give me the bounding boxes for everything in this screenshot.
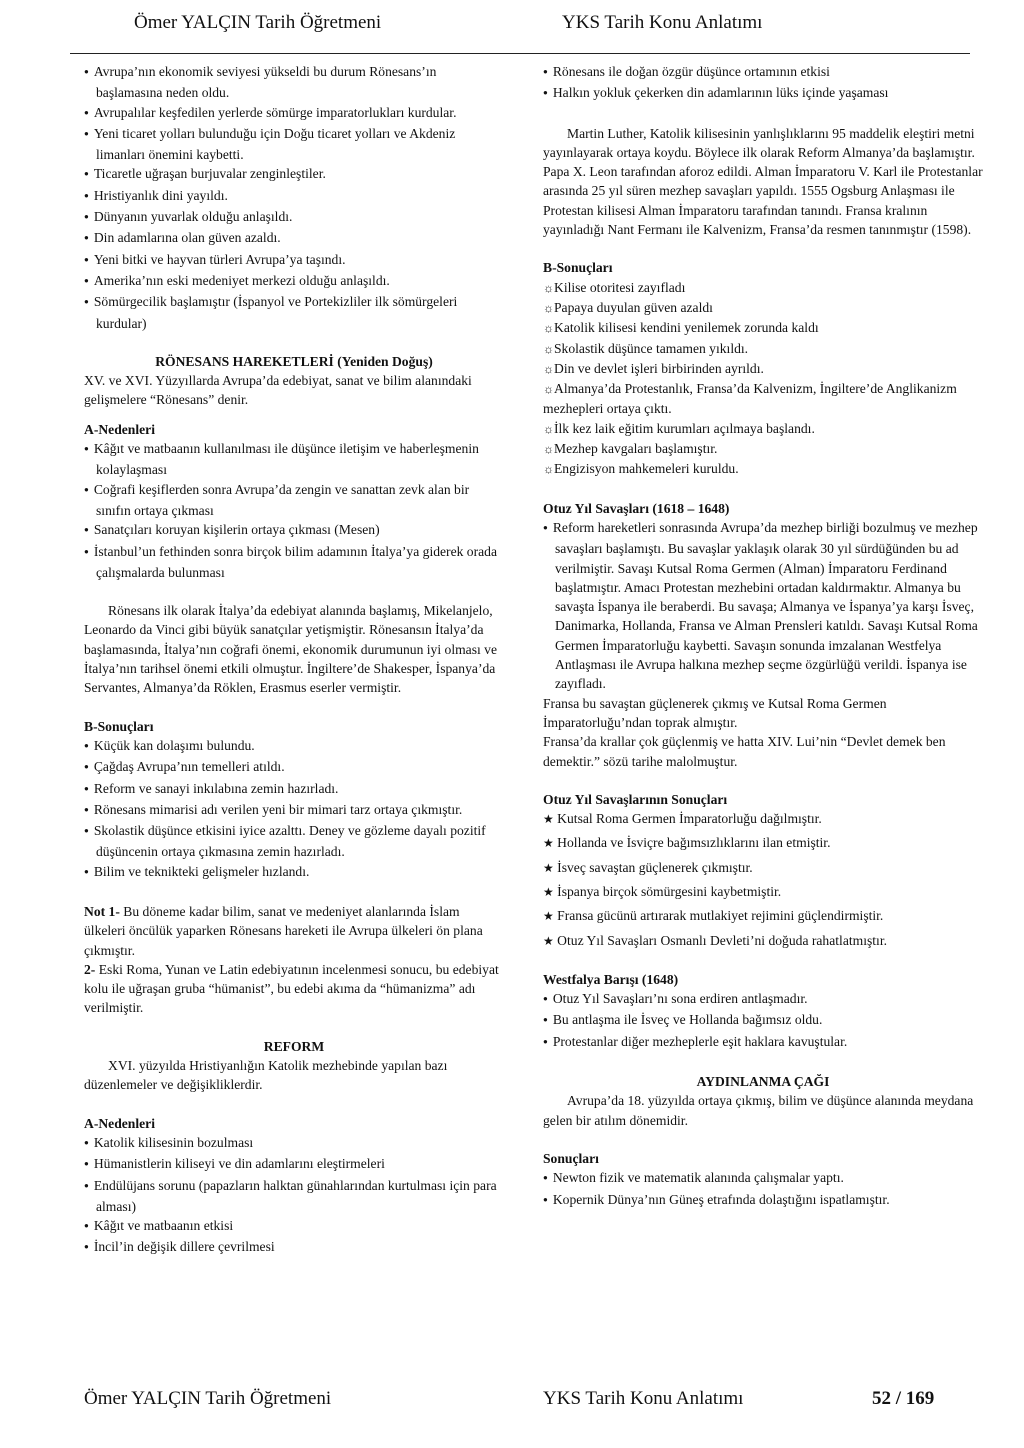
thirty-years-war-results-title: Otuz Yıl Savaşlarının Sonuçları xyxy=(543,791,728,807)
star-icon: ★ xyxy=(543,909,554,924)
list-item: ● Rönesans mimarisi adı verilen yeni bir mimari tarz ortaya çıkmıştır. xyxy=(84,800,504,821)
list-item: ● Halkın yokluk çekerken din adamlarının lüks içinde yaşaması xyxy=(543,83,983,104)
reform-intro: XVI. yüzyılda Hristiyanlığın Katolik mezhebinde yapılan bazı düzenlemeler ve değişikliklerdir. xyxy=(84,1058,448,1093)
note-2-label: 2- xyxy=(84,961,96,977)
list-item: ● Hümanistlerin kiliseyi ve din adamlarını eleştirmeleri xyxy=(84,1154,504,1175)
list-item: ● Reform ve sanayi inkılabına zemin hazırladı. xyxy=(84,779,504,800)
list-item: ★ Otuz Yıl Savaşları Osmanlı Devleti’ni doğuda rahatlatmıştır. xyxy=(543,932,887,948)
header-course: YKS Tarih Konu Anlatımı xyxy=(562,12,763,33)
list-item: ☼Skolastik düşünce tamamen yıkıldı. xyxy=(543,340,749,356)
sun-icon: ☼ xyxy=(543,421,554,436)
ronesans-paragraph: Rönesans ilk olarak İtalya’da edebiyat alanında başlamış, Mikelanjelo, Leonardo da Vinci gibi büyük sanatçılar yetişmiştir. Rönesansın İtalya’da başlamasında, İtalya’nın coğrafi önemi, ekonomik durumunun iyi olması ve İtalya’nın tarihsel önemi etkili olmuştur. İngiltere’de Shakesper, İspanya’da Servantes, Almanya’da Röklen, Erasmus eserler vermiştir. xyxy=(84,603,498,696)
list-item: ● Dünyanın yuvarlak olduğu anlaşıldı. xyxy=(84,207,504,228)
list-item: ● İncil’in değişik dillere çevrilmesi xyxy=(84,1237,504,1258)
list-item: ☼Katolik kilisesi kendini yenilemek zorunda kaldı xyxy=(543,320,819,336)
list-item: ● Kopernik Dünya’nın Güneş etrafında dolaştığını ispatlamıştır. xyxy=(543,1190,983,1211)
list-item: ☼Mezhep kavgaları başlamıştır. xyxy=(543,441,718,457)
star-icon: ★ xyxy=(543,884,554,899)
list-item: ★ Kutsal Roma Germen İmparatorluğu dağılmıştır. xyxy=(543,811,822,827)
reform-results-title: B-Sonuçları xyxy=(543,260,613,276)
list-item: ● Yeni bitki ve hayvan türleri Avrupa’ya taşındı. xyxy=(84,250,504,271)
list-item: ● Din adamlarına olan güven azaldı. xyxy=(84,228,504,249)
list-item: ● Endülüjans sorunu (papazların halktan günahlarından kurtulması için para alması) xyxy=(84,1176,504,1217)
sun-icon: ☼ xyxy=(543,462,554,477)
sun-icon: ☼ xyxy=(543,442,554,457)
list-item: ● İstanbul’un fethinden sonra birçok bilim adamının İtalya’ya giderek orada çalışmalarda bulunması xyxy=(84,542,504,583)
thirty-years-war-title: Otuz Yıl Savaşları (1618 – 1648) xyxy=(543,500,730,516)
note-1 xyxy=(84,902,504,960)
star-icon: ★ xyxy=(543,812,554,827)
note-2-text: Eski Roma, Yunan ve Latin edebiyatının incelenmesi sonucu, bu edebiyat kolu ile uğraşan gruba “hümanist”, bu edebi akıma da “hümanizma” adı verilmiştir. xyxy=(84,961,499,1016)
header-rule xyxy=(70,53,970,54)
list-item: ● Avrupalılar keşfedilen yerlerde sömürge imparatorlukları kurdular. xyxy=(84,103,504,124)
list-item: ☼Engizisyon mahkemeleri kuruldu. xyxy=(543,461,739,477)
list-item: ● Avrupa’nın ekonomik seviyesi yükseldi bu durum Rönesans’ın başlamasına neden oldu. xyxy=(84,62,504,103)
list-item: ● Rönesans ile doğan özgür düşünce ortamının etkisi xyxy=(543,62,983,83)
list-item: ☼Almanya’da Protestanlık, Fransa’da Kalvenizm, İngiltere’de Anglikanizm mezhepleri ortaya çıktı. xyxy=(543,381,957,417)
left-column xyxy=(84,62,504,1259)
footer-author: Ömer YALÇIN Tarih Öğretmeni xyxy=(84,1388,332,1409)
list-item: ● Bilim ve teknikteki gelişmeler hızlandı. xyxy=(84,862,504,883)
sun-icon: ☼ xyxy=(543,361,554,376)
thirty-years-war-text: ● Reform hareketleri sonrasında Avrupa’da mezhep birliği bozulmuş ve mezhep savaşları başlamıştı. Bu savaşlar yaklaşık olarak 30 yıl sürdüğünden bu ad verilmiştir. Savaşı Kutsal Roma Germen (Alman) İmparatoru Ferdinand başlatmıştır. Amacı Protestan mezhebini ortadan kaldırmaktır. Almanya bu savaşta İspanya ile beraberdi. Bu savaşa; Almanya ve İspanya’ya karşı İsveç, Danimarka, Hollanda, Fransa ve Alman Prensleri katıldı. Savaşı Kutsal Roma Germen İmparatorluğu kaybetti. Savaşın sonunda imzalanan Westfelya Antlaşması ile Avrupa halkına mezhep seçme özgürlüğü verildi. İspanya ise zayıfladı. xyxy=(543,518,983,694)
ronesans-intro: XV. ve XVI. Yüzyıllarda Avrupa’da edebiyat, sanat ve bilim alanındaki gelişmelere “Rönesans” denir. xyxy=(84,373,472,408)
sun-icon: ☼ xyxy=(543,280,554,295)
list-item: ● Otuz Yıl Savaşları’nı sona erdiren antlaşmadır. xyxy=(543,989,983,1010)
discoveries-results-list xyxy=(84,62,504,333)
page-header xyxy=(0,12,1024,42)
page-number: 52 / 169 xyxy=(872,1388,935,1409)
list-item: ● Çağdaş Avrupa’nın temelleri atıldı. xyxy=(84,757,504,778)
westfalya-title: Westfalya Barışı (1648) xyxy=(543,971,679,987)
list-item: ● Sanatçıları koruyan kişilerin ortaya çıkması (Mesen) xyxy=(84,520,504,541)
right-column xyxy=(543,62,983,1211)
aydinlanma-title: AYDINLANMA ÇAĞI xyxy=(696,1074,830,1090)
luther-paragraph: Martin Luther, Katolik kilisesinin yanlışlıklarını 95 maddelik eleştiri metni yayınlayarak ortaya koydu. Böylece ilk olarak Reform Almanya’da başlamıştır. Papa X. Leon tarafından aforoz edildi. Alman İmparatoru V. Karl ile Protestanlar arasında 25 yıl süren mezhep savaşları yapıldı. 1555 Ogsburg Anlaşması ile Protestan kilisesi Alman İmparatoru tarafından tanındı. Fransa kralının yayınladığı Nant Fermanı ile Kalvenizm, Fransa’da resmen tanınmıştır (1598). xyxy=(543,125,983,238)
note-2 xyxy=(84,960,504,1018)
list-item: ● Skolastik düşünce etkisini iyice azalttı. Deney ve gözleme dayalı pozitif düşüncenin ortaya çıkmasına zemin hazırladı. xyxy=(84,821,504,862)
list-item: ● Katolik kilisesinin bozulması xyxy=(84,1133,504,1154)
list-item: ☼Kilise otoritesi zayıfladı xyxy=(543,279,686,295)
sun-icon: ☼ xyxy=(543,300,554,315)
page-footer xyxy=(0,1388,1024,1418)
aydinlanma-intro: Avrupa’da 18. yüzyılda ortaya çıkmış, bilim ve düşünce alanında meydana gelen bir atılım dönemidir. xyxy=(543,1093,974,1128)
star-icon: ★ xyxy=(543,836,554,851)
list-item: ● Bu antlaşma ile İsveç ve Hollanda bağımsız oldu. xyxy=(543,1010,983,1031)
list-item: ☼Din ve devlet işleri birbirinden ayrıldı. xyxy=(543,360,764,376)
list-item: ● Newton fizik ve matematik alanında çalışmalar yaptı. xyxy=(543,1168,983,1189)
star-icon: ★ xyxy=(543,933,554,948)
reform-title: REFORM xyxy=(263,1038,325,1054)
sun-icon: ☼ xyxy=(543,321,554,336)
list-item: ● Kâğıt ve matbaanın etkisi xyxy=(84,1216,504,1237)
list-item: ● Amerika’nın eski medeniyet merkezi olduğu anlaşıldı. xyxy=(84,271,504,292)
note-1-text: Bu döneme kadar bilim, sanat ve medeniyet alanlarında İslam ülkeleri öncülük yaparken Rönesans hareketi ile Avrupa ülkeleri ön plana çıkmıştır. xyxy=(84,903,483,958)
thirty-years-war-text-2: Fransa bu savaştan güçlenerek çıkmış ve Kutsal Roma Germen İmparatorluğu’ndan toprak almıştır. xyxy=(543,695,887,730)
aydinlanma-results-title: Sonuçları xyxy=(543,1150,599,1166)
header-author: Ömer YALÇIN Tarih Öğretmeni xyxy=(134,12,382,33)
list-item: ★ Hollanda ve İsviçre bağımsızlıklarını ilan etmiştir. xyxy=(543,835,831,851)
list-item: ☼İlk kez laik eğitim kurumları açılmaya başlandı. xyxy=(543,420,815,436)
list-item: ● Coğrafi keşiflerden sonra Avrupa’da zengin ve sanattan zevk alan bir sınıfın ortaya çıkması xyxy=(84,480,504,521)
list-item: ★ Fransa gücünü artırarak mutlakiyet rejimini güçlendirmiştir. xyxy=(543,908,884,924)
list-item: ● Hristiyanlık dini yayıldı. xyxy=(84,186,504,207)
footer-course: YKS Tarih Konu Anlatımı xyxy=(543,1388,744,1409)
list-item: ★ İsveç savaştan güçlenerek çıkmıştır. xyxy=(543,859,753,875)
thirty-years-war-results-list xyxy=(543,809,983,951)
sun-icon: ☼ xyxy=(543,341,554,356)
reform-causes-title: A-Nedenleri xyxy=(84,1115,155,1131)
reform-results-list xyxy=(543,278,983,480)
star-icon: ★ xyxy=(543,860,554,875)
ronesans-causes-title: A-Nedenleri xyxy=(84,421,155,437)
list-item: ● Ticaretle uğraşan burjuvalar zenginleştiler. xyxy=(84,164,504,185)
list-item: ● Protestanlar diğer mezheplerle eşit haklara kavuştular. xyxy=(543,1032,983,1053)
thirty-years-war-text-3: Fransa’da krallar çok güçlenmiş ve hatta XIV. Lui’nin “Devlet demek ben demektir.” sözü tarihe malolmuştur. xyxy=(543,734,946,769)
list-item: ● Sömürgecilik başlamıştır (İspanyol ve Portekizliler ilk sömürgeleri kurdular) xyxy=(84,292,504,333)
list-item: ● Kâğıt ve matbaanın kullanılması ile düşünce iletişim ve haberleşmenin kolaylaşması xyxy=(84,439,504,480)
list-item: ● Küçük kan dolaşımı bulundu. xyxy=(84,736,504,757)
note-1-label: Not 1- xyxy=(84,903,120,919)
list-item: ● Yeni ticaret yolları bulunduğu için Doğu ticaret yolları ve Akdeniz limanları önemini kaybetti. xyxy=(84,124,504,165)
ronesans-title: RÖNESANS HAREKETLERİ (Yeniden Doğuş) xyxy=(155,353,433,369)
ronesans-results-title: B-Sonuçları xyxy=(84,718,154,734)
sun-icon: ☼ xyxy=(543,382,554,397)
list-item: ★ İspanya birçok sömürgesini kaybetmiştir. xyxy=(543,883,782,899)
list-item: ☼Papaya duyulan güven azaldı xyxy=(543,299,713,315)
